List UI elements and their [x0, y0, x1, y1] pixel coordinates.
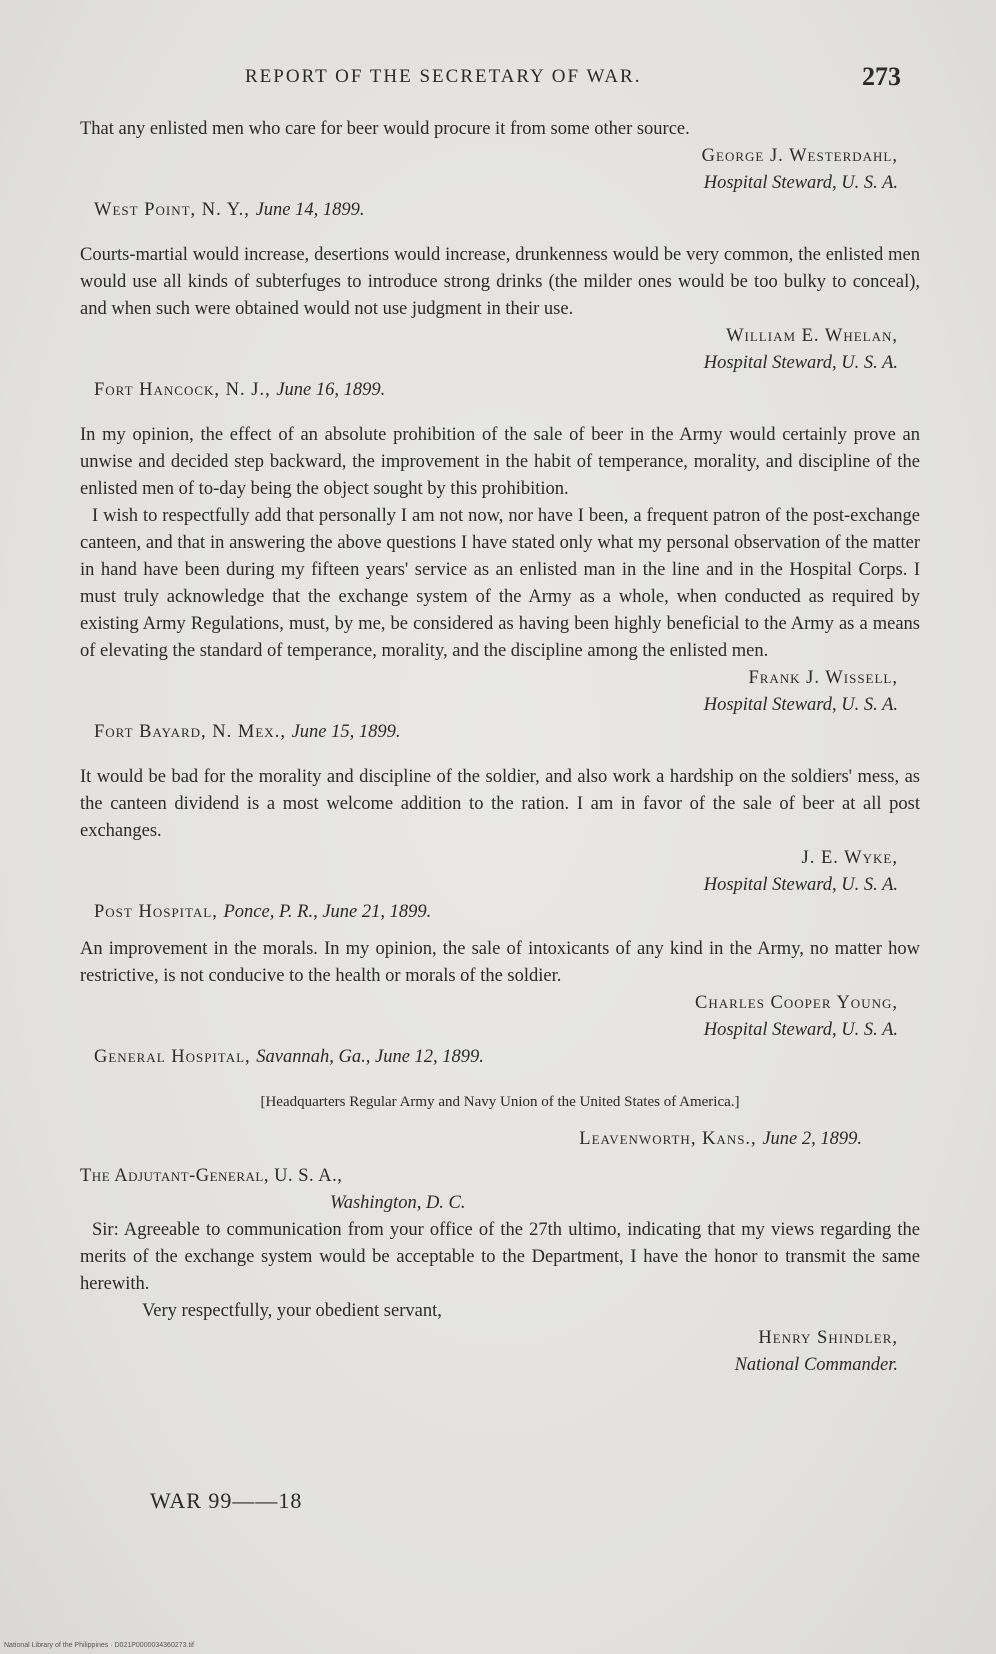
bracket-heading: [Headquarters Regular Army and Navy Union of the United States of America.]: [260, 1094, 740, 1110]
letter-paragraph: An improvement in the morals. In my opinion, the sale of intoxicants of any kind in the Army, no matter how restrictive, is not conducive to the health or morals of the soldier.: [80, 939, 920, 986]
signer-name: Henry Shindler,: [758, 1328, 898, 1348]
letter-wyke: [80, 764, 920, 926]
scan-stamp: National Library of the Philippines · D021P0000034360273.tif: [4, 1642, 194, 1649]
place-date: [94, 197, 920, 224]
signer-name: Charles Cooper Young,: [695, 993, 898, 1013]
page-body: [80, 116, 920, 1379]
place: General Hospital,: [94, 1047, 251, 1067]
addressee-location: Washington, D. C.: [330, 1193, 466, 1213]
running-head: REPORT OF THE SECRETARY OF WAR.: [245, 66, 642, 87]
letter-paragraph: Sir: Agreeable to communication from your office of the 27th ultimo, indicating that my views regarding the merits of the exchange system would be acceptable to the Department, I have the honor to transmit the same herewith.: [80, 1220, 920, 1294]
signature-block: [80, 143, 920, 197]
date: June 16, 1899.: [276, 380, 386, 400]
letter-paragraph: I wish to respectfully add that personally I am not now, nor have I been, a frequent patron of the post-exchange canteen, and that in answering the above questions I have stated only what my personal observation of the matter in hand have been during my fifteen years' service as an enlisted man in the line and in the Hospital Corps. I must truly acknowledge that the exchange system of the Army as a whole, when conducted as required by existing Army Regulations, must, by me, be considered as having been highly beneficial to the Army as a means of elevating the standard of temperance, morality, and the discipline among the enlisted men.: [80, 506, 920, 661]
page-number: 273: [862, 62, 901, 91]
place-date: [94, 377, 920, 404]
letter-westerdahl: [80, 116, 920, 224]
signature-block: [80, 665, 920, 719]
letter-young: [80, 936, 920, 1071]
signer-name: George J. Westerdahl,: [701, 146, 898, 166]
signature-block: [80, 323, 920, 377]
page-header: [0, 62, 996, 96]
signer-name: Frank J. Wissell,: [748, 668, 898, 688]
letter-wissell: [80, 422, 920, 746]
place-date: [94, 719, 920, 746]
letter-paragraph: That any enlisted men who care for beer would procure it from some other source.: [80, 119, 690, 139]
date: June 14, 1899.: [255, 200, 365, 220]
dateline: [80, 1126, 920, 1153]
signer-title: Hospital Steward, U. S. A.: [703, 173, 898, 193]
signature-block: [80, 990, 920, 1044]
signer-title: Hospital Steward, U. S. A.: [703, 1020, 898, 1040]
letter-whelan: [80, 242, 920, 404]
dateline-date: June 2, 1899.: [762, 1129, 862, 1149]
signer-title: Hospital Steward, U. S. A.: [703, 353, 898, 373]
signer-name: William E. Whelan,: [726, 326, 898, 346]
letter-paragraph: It would be bad for the morality and discipline of the soldier, and also work a hardship on the soldiers' mess, as the canteen dividend is a most welcome addition to the ration. I am in favor of the sale of beer at all post exchanges.: [80, 767, 920, 841]
signer-title: Hospital Steward, U. S. A.: [703, 695, 898, 715]
signature-block: [80, 845, 920, 899]
place-date: [94, 899, 920, 926]
date: Ponce, P. R., June 21, 1899.: [223, 902, 432, 922]
signature-mark: WAR 99——18: [150, 1488, 303, 1513]
letter-paragraph: In my opinion, the effect of an absolute prohibition of the sale of beer in the Army would certainly prove an unwise and decided step backward, the improvement in the habit of temperance, morality, and discipline of the enlisted men of to-day being the object sought by this prohibition.: [80, 425, 920, 499]
letter-paragraph: Courts-martial would increase, desertions would increase, drunkenness would be very common, the enlisted men would use all kinds of subterfuges to introduce strong drinks (the milder ones would be too bulky to conceal), and when such were obtained would not use judgment in their use.: [80, 245, 920, 319]
date: Savannah, Ga., June 12, 1899.: [256, 1047, 484, 1067]
place-date: [94, 1044, 920, 1071]
closing: Very respectfully, your obedient servant,: [142, 1301, 442, 1321]
letter-shindler: [80, 1089, 920, 1379]
place: Fort Hancock, N. J.,: [94, 380, 271, 400]
date: June 15, 1899.: [291, 722, 401, 742]
signer-name: J. E. Wyke,: [801, 848, 898, 868]
signer-title: National Commander.: [734, 1355, 898, 1375]
place: Fort Bayard, N. Mex.,: [94, 722, 286, 742]
addressee: The Adjutant-General, U. S. A.,: [80, 1166, 343, 1186]
dateline-place: Leavenworth, Kans.,: [579, 1129, 757, 1149]
place: West Point, N. Y.,: [94, 200, 250, 220]
signature-block: [80, 1325, 920, 1379]
place: Post Hospital,: [94, 902, 218, 922]
signer-title: Hospital Steward, U. S. A.: [703, 875, 898, 895]
